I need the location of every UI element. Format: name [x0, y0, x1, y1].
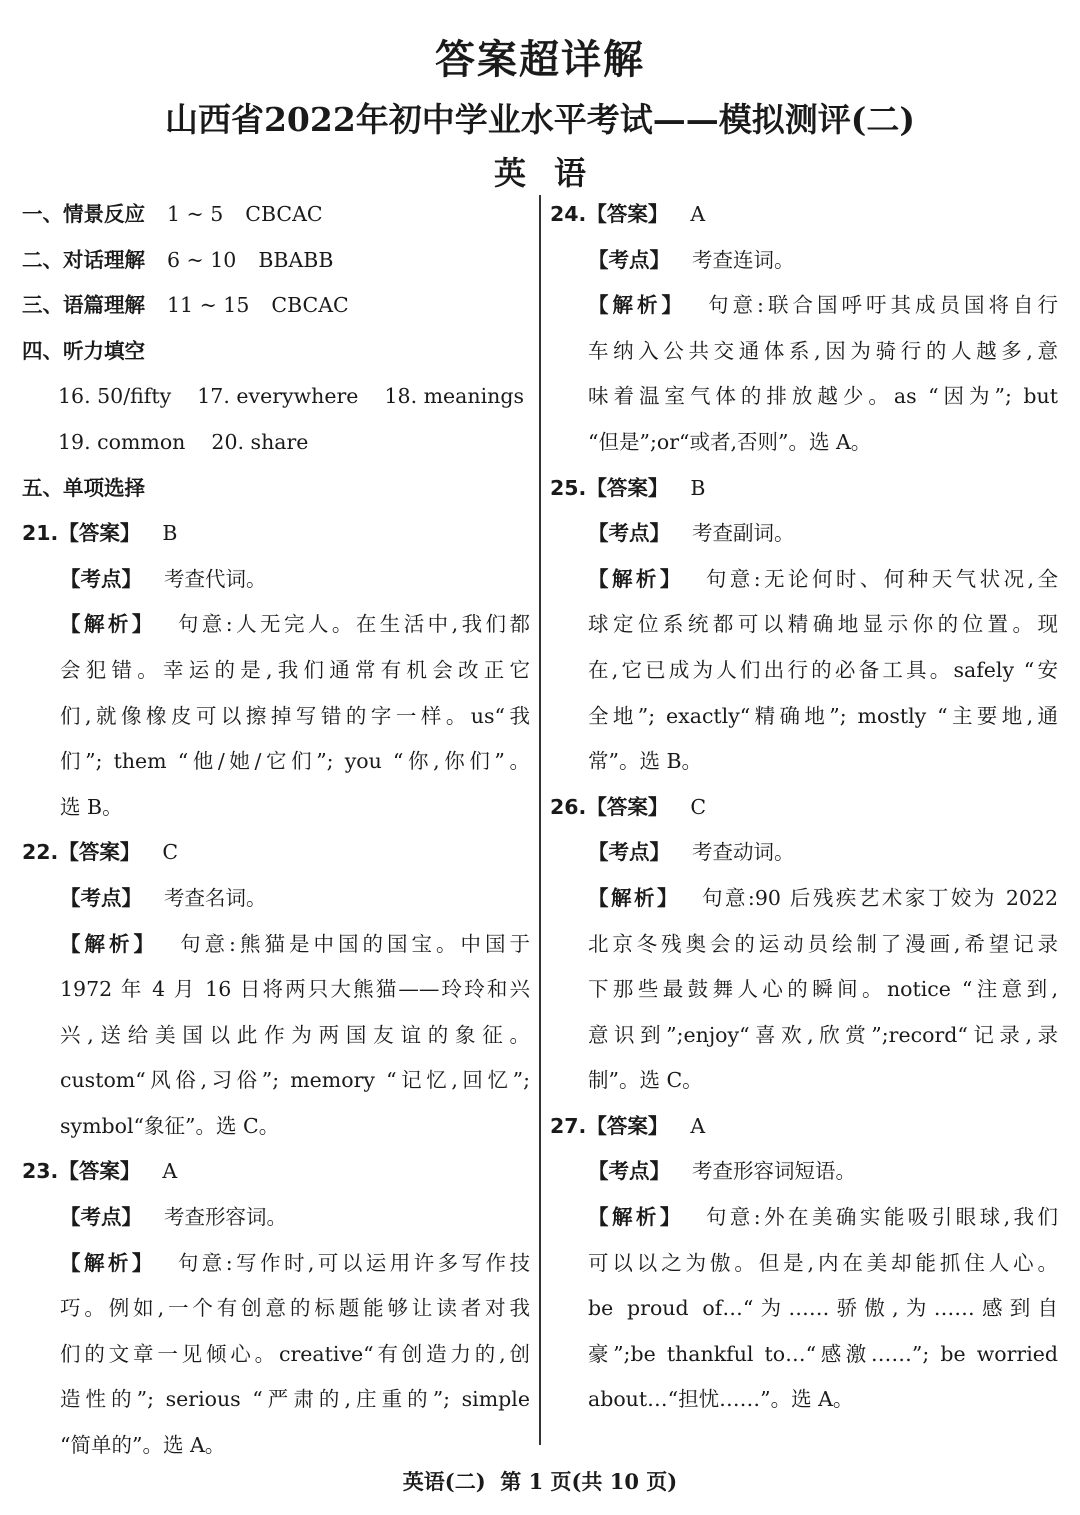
page-title: 答案超详解 [435, 37, 645, 83]
q23-analysis-line: “简单的”。选 A。 [60, 1433, 226, 1458]
section-1: 一、情景反应 1 ~ 5 CBCAC [22, 202, 323, 226]
q25-analysis-line: 全地”; exactly“精确地”; mostly “主要地,通 [588, 703, 1058, 728]
q22-analysis-line: 1972 年 4 月 16 日将两只大熊猫——玲玲和兴 [60, 977, 530, 1002]
q21-analysis-line: 【解析】 句意:人无完人。在生活中,我们都 [60, 612, 530, 637]
q22-analysis-line: 兴,送给美国以此作为两国友谊的象征。 [60, 1022, 530, 1047]
q21-analysis-line: 们”; them “他/她/它们”; you “你,你们”。 [60, 749, 530, 774]
q24-answer: 24.【答案】 A [550, 202, 706, 226]
q25-analysis-line: 在,它已成为人们出行的必备工具。safely “安 [588, 657, 1058, 682]
section-4-line-2: 19. common 20. share [58, 429, 309, 454]
subject-title: 英语 [493, 154, 614, 192]
q27-analysis-line: 可以以之为傲。但是,内在美却能抓住人心。 [588, 1250, 1058, 1275]
q22-answer: 22.【答案】 C [22, 840, 179, 865]
q24-analysis-line: 【解析】 句意:联合国呼吁其成员国将自行 [588, 293, 1058, 318]
q25-analysis-line: 球定位系统都可以精确地显示你的位置。现 [588, 612, 1058, 637]
column-divider [539, 195, 541, 1445]
q26-analysis-line: 意识到”;enjoy“喜欢,欣赏”;record“记录,录 [588, 1022, 1058, 1047]
q25-answer: 25.【答案】 B [550, 475, 706, 500]
section-3: 三、语篇理解 11 ~ 15 CBCAC [22, 293, 349, 318]
q25-analysis-line: 【解析】 句意:无论何时、何种天气状况,全 [588, 566, 1058, 591]
q23-answer: 23.【答案】 A [22, 1159, 178, 1184]
q24-analysis-line: “但是”;or“或者,否则”。选 A。 [588, 429, 872, 454]
q26-analysis-line: 【解析】 句意:90 后残疾艺术家丁姣为 2022 [588, 885, 1058, 910]
q24-point: 【考点】 考查连词。 [588, 247, 795, 272]
q26-analysis-line: 北京冬残奥会的运动员绘制了漫画,希望记录 [588, 931, 1058, 956]
q24-analysis-line: 味着温室气体的排放越少。as “因为”; but [588, 384, 1058, 409]
q27-analysis-line: 豪”;be thankful to…“感激……”; be worried [588, 1341, 1058, 1366]
q22-analysis-line: 【解析】 句意:熊猫是中国的国宝。中国于 [60, 931, 530, 956]
q27-analysis-line: 【解析】 句意:外在美确实能吸引眼球,我们 [588, 1205, 1058, 1230]
q21-analysis-line: 会犯错。幸运的是,我们通常有机会改正它 [60, 657, 530, 682]
q24-analysis-line: 车纳入公共交通体系,因为骑行的人越多,意 [588, 338, 1058, 363]
q23-analysis-line: 【解析】 句意:写作时,可以运用许多写作技 [60, 1250, 530, 1275]
q27-analysis-line: be proud of…“为……骄傲,为……感到自 [588, 1296, 1058, 1321]
q23-analysis-line: 巧。例如,一个有创意的标题能够让读者对我 [60, 1296, 530, 1321]
q21-analysis-line: 选 B。 [60, 794, 123, 819]
section-4: 四、听力填空 [22, 338, 145, 363]
q21-answer: 21.【答案】 B [22, 521, 178, 546]
q25-point: 【考点】 考查副词。 [588, 521, 795, 546]
q27-point: 【考点】 考查形容词短语。 [588, 1159, 856, 1184]
page-footer: 英语(二) 第 1 页(共 10 页) [402, 1469, 678, 1494]
q23-point: 【考点】 考查形容词。 [60, 1205, 287, 1230]
q21-analysis-line: 们,就像橡皮可以擦掉写错的字一样。us“我 [60, 703, 530, 728]
exam-title: 山西省2022年初中学业水平考试——模拟测评(二) [164, 100, 916, 139]
q23-analysis-line: 们的文章一见倾心。creative“有创造力的,创 [60, 1341, 530, 1366]
left-column [22, 192, 530, 1469]
q23-analysis-line: 造性的”; serious “严肃的,庄重的”; simple [60, 1387, 530, 1412]
q22-analysis-line: custom“风俗,习俗”; memory “记忆,回忆”; [60, 1068, 530, 1093]
right-column [550, 192, 1058, 1423]
q27-answer: 27.【答案】 A [550, 1113, 706, 1138]
q26-answer: 26.【答案】 C [550, 794, 707, 819]
q25-analysis-line: 常”。选 B。 [588, 749, 703, 774]
q26-analysis-line: 下那些最鼓舞人心的瞬间。notice “注意到, [588, 977, 1058, 1002]
q27-analysis-line: about…“担忧……”。选 A。 [588, 1387, 854, 1412]
section-4-line-1: 16. 50/fifty 17. everywhere 18. meanings [58, 384, 524, 409]
q26-analysis-line: 制”。选 C。 [588, 1068, 703, 1093]
q22-analysis-line: symbol“象征”。选 C。 [60, 1113, 280, 1138]
section-2: 二、对话理解 6 ~ 10 BBABB [22, 247, 334, 272]
q26-point: 【考点】 考查动词。 [588, 840, 795, 865]
q22-point: 【考点】 考查名词。 [60, 885, 267, 910]
q21-point: 【考点】 考查代词。 [60, 566, 267, 591]
section-5: 五、单项选择 [22, 475, 145, 500]
